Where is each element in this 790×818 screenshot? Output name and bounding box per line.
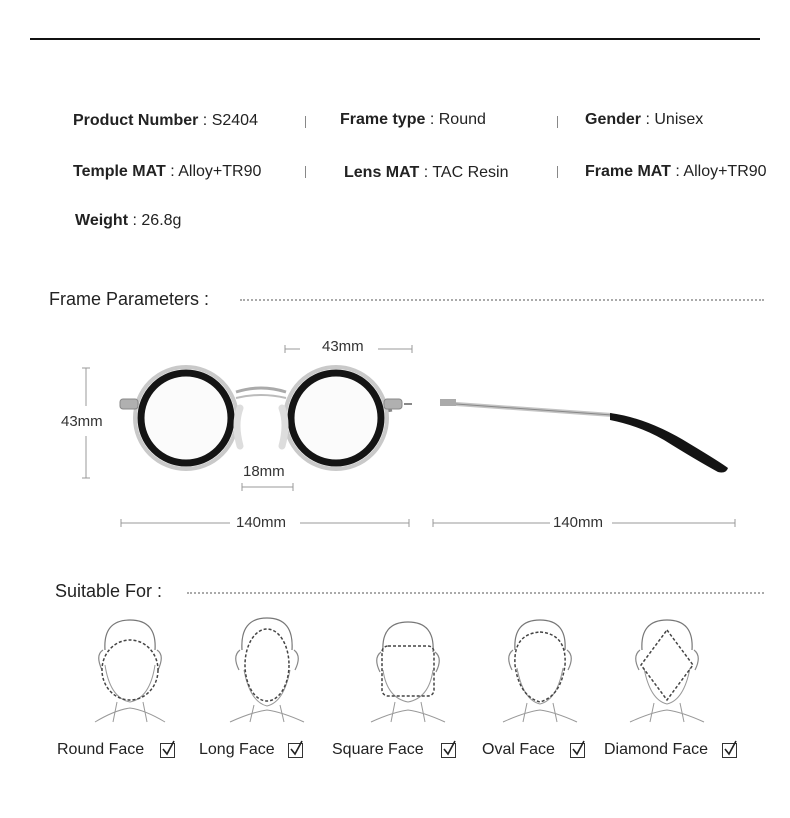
- temple-length-label: 140mm: [553, 514, 604, 531]
- spec-weight: Weight : 26.8g: [75, 212, 182, 229]
- round-face-icon: [75, 610, 185, 725]
- bridge-label: 18mm: [243, 463, 285, 480]
- spec-gender: Gender : Unisex: [585, 111, 704, 128]
- spec-frame-mat: Frame MAT : Alloy+TR90: [585, 163, 767, 180]
- suitable-for-title: Suitable For :: [55, 581, 163, 601]
- checkmark-icon: [160, 740, 176, 758]
- checkmark-icon: [441, 740, 457, 758]
- temple-tip: [610, 413, 728, 473]
- glasses-side-view: [0, 390, 790, 540]
- square-face-icon: [353, 610, 463, 725]
- face-label-long: Long Face: [199, 741, 275, 758]
- lens-width-label: 43mm: [322, 338, 364, 355]
- diamond-face-checkbox: [722, 743, 737, 758]
- checkmark-icon: [722, 740, 738, 758]
- long-face-icon: [212, 610, 322, 725]
- face-label-diamond: Diamond Face: [604, 741, 709, 758]
- spec-lens-mat: Lens MAT : TAC Resin: [344, 164, 509, 181]
- spec-temple-mat: Temple MAT : Alloy+TR90: [73, 163, 262, 180]
- top-divider: [30, 38, 760, 40]
- spec-product-number: Product Number : S2404: [73, 112, 258, 129]
- face-label-square: Square Face: [332, 741, 424, 758]
- lens-height-label: 43mm: [61, 413, 103, 430]
- diamond-face-icon: [612, 610, 722, 725]
- spec-separator: [305, 166, 306, 178]
- checkmark-icon: [288, 740, 304, 758]
- spec-separator: [557, 116, 558, 128]
- frame-parameters-dotted-line: [240, 299, 764, 301]
- frame-width-label: 140mm: [236, 514, 287, 531]
- spec-frame-type: Frame type : Round: [340, 111, 486, 128]
- frame-parameters-title: Frame Parameters :: [49, 289, 210, 309]
- oval-face-checkbox: [570, 743, 585, 758]
- checkmark-icon: [570, 740, 586, 758]
- face-label-round: Round Face: [57, 741, 145, 758]
- face-label-oval: Oval Face: [482, 741, 555, 758]
- long-face-checkbox: [288, 743, 303, 758]
- suitable-for-dotted-line: [187, 592, 764, 594]
- square-face-checkbox: [441, 743, 456, 758]
- spec-separator: [305, 116, 306, 128]
- round-face-checkbox: [160, 743, 175, 758]
- spec-separator: [557, 166, 558, 178]
- oval-face-icon: [485, 610, 595, 725]
